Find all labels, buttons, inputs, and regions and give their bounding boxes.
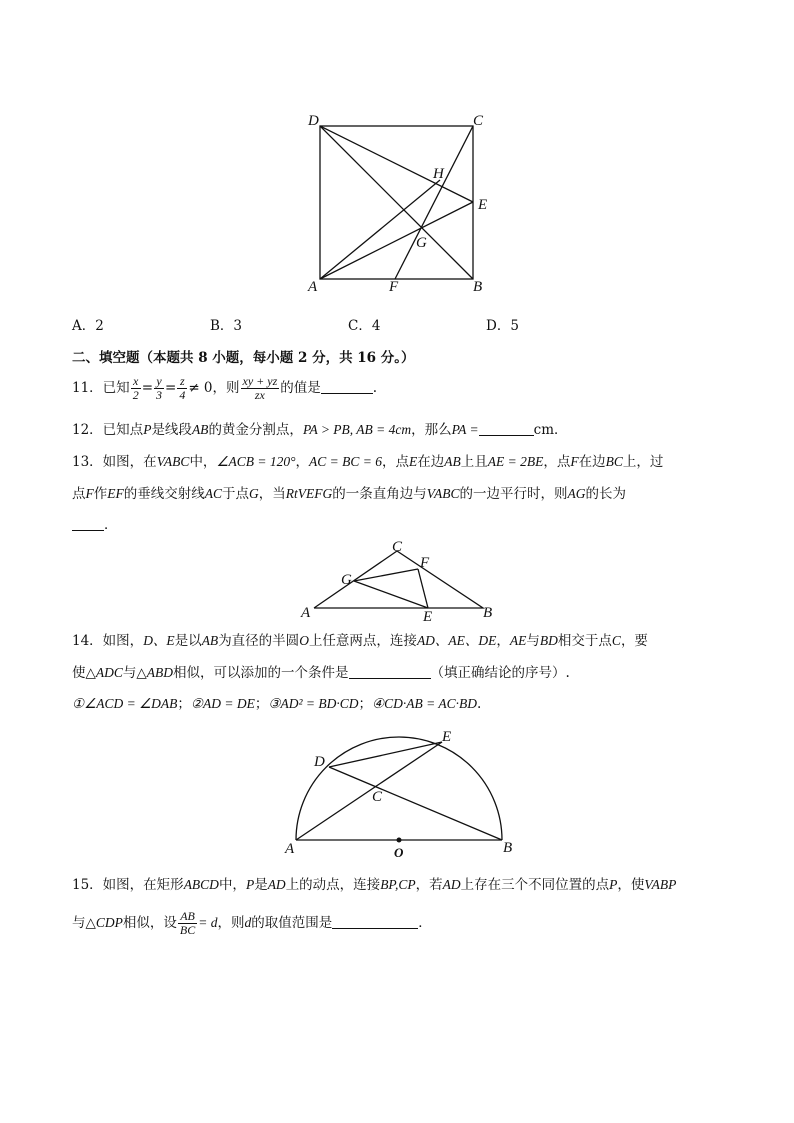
q14-sep-2: ；: [254, 696, 269, 712]
q15-cdp: CDP: [95, 915, 123, 930]
q15-t11: 的取值范围是: [251, 915, 333, 931]
q14-abd: ABD: [146, 665, 174, 680]
frac-ab-bc: $\frac{AB}{BC}$: [179, 909, 196, 937]
label-B: B: [503, 840, 513, 856]
q14-t1: 14．如图，: [72, 633, 144, 649]
q12-text-3: 的黄金分割点，: [208, 422, 303, 438]
q13-bc: BC: [605, 454, 623, 469]
q15-t8: 与△: [72, 915, 96, 931]
label-C: C: [392, 539, 403, 555]
q12-text-4: ，那么: [411, 422, 452, 438]
q13-f: F: [570, 454, 579, 469]
label-G: G: [416, 235, 427, 251]
q11-suffix: 的值是: [280, 380, 321, 396]
q13-t5: 在边: [417, 454, 445, 470]
q13-ab: AB: [444, 454, 461, 469]
q15-p: P: [245, 877, 255, 892]
q11-eq1: =: [141, 380, 153, 396]
q13-ac: AC: [204, 486, 223, 501]
frac-z-4: $\frac{z}{4}$: [179, 374, 186, 402]
answer-blank-14[interactable]: [349, 664, 431, 679]
square-lines: [320, 126, 473, 279]
q13-t16: 的一边平行时，则: [459, 486, 568, 502]
label-G: G: [341, 572, 352, 588]
figure-square: [290, 105, 510, 300]
q13-g: G: [249, 486, 259, 501]
q14-ab: AB: [201, 633, 219, 648]
option-d[interactable]: D．5: [486, 318, 519, 334]
label-B: B: [483, 605, 493, 621]
q13-t14: ，当: [258, 486, 286, 502]
q12-condition: PA > PB, AB = 4cm: [302, 422, 412, 437]
q14-t4: 上任意两点，连接: [308, 633, 417, 649]
frac-expression: $\frac{xy + yz}{zx}$: [242, 374, 278, 402]
question-11: [72, 375, 377, 402]
q11-eq2: =: [165, 380, 177, 396]
q12-text-1: 12．已知点: [72, 422, 144, 438]
q14-t12: （填正确结论的序号）.: [430, 665, 570, 681]
q15-ad: AD: [267, 877, 286, 892]
figure-semicircle: [278, 726, 518, 860]
q13-t7: ，点: [543, 454, 571, 470]
q14-t9: 使△: [72, 665, 96, 681]
q14-t10: 与△: [122, 665, 147, 681]
question-14-line-1: [72, 631, 648, 651]
answer-blank-15[interactable]: [332, 914, 418, 929]
q14-option-2: ②AD = DE: [190, 696, 255, 711]
q15-p2: P: [609, 877, 618, 892]
question-13-line-3: [72, 515, 118, 535]
q14-c: C: [611, 633, 621, 648]
question-12: [72, 420, 568, 440]
question-13-line-2: [72, 484, 626, 504]
q13-ag: AG: [567, 486, 586, 501]
answer-blank-12[interactable]: [479, 421, 534, 436]
q13-tri-abc: VABC: [156, 454, 190, 469]
q14-adc: ADC: [95, 665, 123, 680]
q13-t6: 上且: [460, 454, 488, 470]
option-a[interactable]: A．2: [72, 318, 104, 334]
label-A: A: [301, 605, 311, 621]
q13-e: E: [409, 454, 418, 469]
label-D: D: [314, 754, 325, 770]
center-point: [397, 838, 402, 843]
q13-t11: 作: [93, 486, 108, 502]
label-C: C: [372, 789, 383, 805]
q14-segs: AD、AE、DE: [416, 633, 497, 648]
q13-f2: F: [85, 486, 94, 501]
q15-t6: 上存在三个不同位置的点: [460, 877, 610, 893]
q15-d: d: [244, 915, 252, 930]
q14-t8: ，要: [620, 633, 648, 649]
label-A: A: [308, 279, 318, 295]
section-heading: 二、填空题（本题共 8 小题，每小题 2 分，共 16 分。）: [72, 350, 415, 366]
q11-end: .: [372, 380, 378, 396]
question-15-line-1: [72, 875, 676, 895]
q14-t6: 与: [526, 633, 540, 649]
q11-prefix: 11．已知: [72, 380, 130, 396]
q15-t1: 15．如图，在矩形: [72, 877, 184, 893]
q13-t15: 的一条直角边与: [332, 486, 427, 502]
question-15-line-2: [72, 910, 432, 937]
q15-t5: ，若: [415, 877, 443, 893]
q13-ef: EF: [107, 486, 124, 501]
q13-tri-abc-2: VABC: [426, 486, 460, 501]
q13-sides: AC = BC = 6: [309, 454, 383, 469]
frac-y-3: $\frac{y}{3}$: [156, 374, 162, 402]
q15-tri-abp: VABP: [644, 877, 677, 892]
q13-ae: AE = 2BE: [487, 454, 544, 469]
q13-t2: 中，: [189, 454, 217, 470]
q15-end: ．: [418, 915, 432, 931]
q12-text-2: 是线段: [151, 422, 192, 438]
q15-eqd: = d: [198, 915, 218, 930]
q13-t9: 上，过: [622, 454, 664, 470]
q13-t8: 在边: [578, 454, 606, 470]
q13-t10: 点: [72, 486, 86, 502]
q15-abcd: ABCD: [183, 877, 219, 892]
q12-end: cm．: [533, 422, 568, 438]
label-H: H: [433, 166, 444, 182]
triangle-lines: [314, 551, 483, 608]
q14-end: .: [477, 696, 482, 712]
q12-p: P: [143, 422, 152, 437]
q14-t7: 相交于点: [557, 633, 612, 649]
q13-t1: 13．如图，在: [72, 454, 157, 470]
q11-neq: ≠ 0，则: [188, 380, 240, 396]
q15-ad2: AD: [442, 877, 461, 892]
q14-bd: BD: [539, 633, 558, 648]
q13-end: ．: [104, 517, 118, 533]
q15-t10: ，则: [217, 915, 245, 931]
q14-o: O: [299, 633, 309, 648]
question-14-line-2: [72, 663, 570, 683]
q15-t4: 上的动点，连接: [285, 877, 381, 893]
q14-t2: 是以: [174, 633, 202, 649]
q15-t3: 是: [254, 877, 268, 893]
q15-t7: ，使: [617, 877, 645, 893]
frac-x-2: $\frac{x}{2}$: [132, 374, 139, 402]
label-E: E: [423, 609, 433, 623]
q12-pa: PA =: [451, 422, 479, 437]
label-E: E: [442, 729, 452, 745]
q14-sep-1: ；: [177, 696, 191, 712]
label-E: E: [478, 197, 488, 213]
label-D: D: [308, 113, 319, 129]
q13-t13: 于点: [222, 486, 250, 502]
q13-tri-efg: VEFG: [297, 486, 333, 501]
q14-option-3: ③AD² = BD·CD: [268, 696, 359, 711]
q14-t5: ，: [496, 633, 510, 649]
q14-option-1: ①∠ACD = ∠DAB: [72, 696, 178, 711]
q15-t9: 相似，设: [122, 915, 177, 931]
q14-sep-3: ；: [358, 696, 373, 712]
label-F: F: [420, 555, 430, 571]
q14-option-4: ④CD·AB = AC·BD: [372, 696, 477, 711]
q13-t4: ，点: [382, 454, 410, 470]
semicircle-lines: [296, 737, 502, 840]
q12-ab: AB: [191, 422, 209, 437]
q15-bpcp: BP,CP: [380, 877, 416, 892]
label-C: C: [473, 113, 484, 129]
q13-rt: Rt: [285, 486, 298, 501]
answer-blank-13[interactable]: [72, 516, 104, 531]
label-B: B: [473, 279, 483, 295]
q13-t17: 的长为: [585, 486, 627, 502]
label-A: A: [285, 841, 295, 857]
q15-t2: 中，: [218, 877, 246, 893]
question-13-line-1: [72, 452, 663, 472]
q14-t3: 为直径的半圆: [218, 633, 300, 649]
q13-t12: 的垂线交射线: [123, 486, 205, 502]
answer-blank-11[interactable]: [321, 379, 373, 394]
label-F: F: [389, 279, 399, 295]
option-b[interactable]: B．3: [210, 318, 243, 334]
question-14-options: [72, 694, 481, 714]
q13-t3: ，: [295, 454, 310, 470]
q14-ae: AE: [509, 633, 527, 648]
q14-de: D、E: [143, 633, 175, 648]
q13-angle: ∠ACB = 120°: [216, 454, 296, 469]
label-O: O: [394, 845, 404, 860]
figure-triangle: [298, 537, 498, 623]
q14-t11: 相似，可以添加的一个条件是: [173, 665, 349, 681]
option-c[interactable]: C．4: [348, 318, 381, 334]
